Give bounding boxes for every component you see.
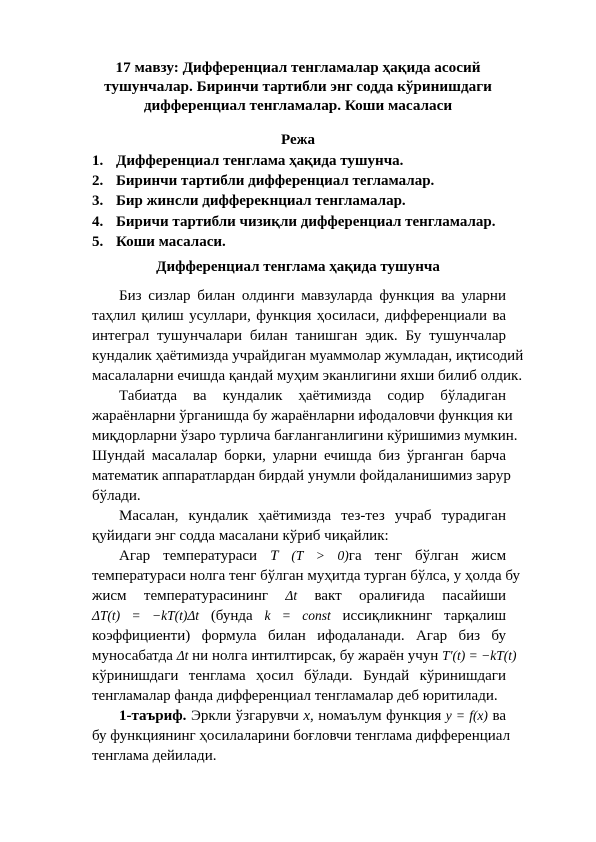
paragraph-line: тенгламалар фанда дифференциал тенгламалар деб юритилади. — [92, 688, 498, 704]
paragraph-line: температураси нолга тенг бўлган муҳитда турган бўлса, у ҳолда бу — [92, 568, 520, 584]
word: жисм — [471, 548, 507, 564]
word: оралиғида — [359, 588, 425, 604]
phrase: , номаълум функция — [310, 708, 442, 724]
paragraph-line: миқдорларни ўзаро турлича бағланганлигини кўришимиз мумкин. — [92, 428, 518, 444]
paragraph-line: кундалик ҳаётимизда учрайдиган муаммолар жумладан, иқтисодий — [92, 348, 524, 364]
paragraph-line: Шундай масалалар борки, уларни ечишда биз ўрганган барча — [92, 448, 506, 464]
word: температурасининг — [143, 588, 269, 604]
plan-heading: Режа — [281, 132, 315, 148]
paragraph-line: Биз сизлар билан олдинги мавзуларда функция ва уларни — [119, 288, 506, 304]
paragraph-line — [92, 606, 506, 626]
word: бўлган — [415, 548, 459, 564]
definition-line — [119, 706, 506, 726]
plan-item — [92, 212, 496, 232]
word: муносабатда — [92, 648, 173, 664]
word: Агар — [119, 548, 151, 564]
word: ва — [492, 708, 507, 724]
definition-label: 1-таъриф. — [119, 708, 187, 724]
math-symbol: x — [303, 708, 310, 724]
math-formula: y = f(x) — [445, 708, 488, 723]
paragraph-line: коэффициенти) формула билан ифодаланади. Агар биз бу — [92, 628, 506, 644]
word: пасайиши — [442, 588, 507, 604]
word: тенг — [374, 548, 403, 564]
title-line: тушунчалар. Биринчи тартибли энг содда кўринишдаги — [104, 78, 492, 95]
math-formula: ΔT(t) = −kT(t)Δt — [92, 608, 200, 623]
math-formula: (T > 0) — [291, 548, 349, 563]
plan-item-number: 4. — [92, 213, 104, 230]
word: (бунда — [210, 608, 253, 624]
paragraph-line: математик аппаратлардан бирдай унумли фойдаланишимиз зарур — [92, 468, 511, 484]
math-formula: Δt — [176, 648, 189, 663]
document-title — [60, 58, 536, 115]
plan-item-text: Коши масаласи. — [116, 233, 226, 250]
title-line: дифференциал тенгламалар. Коши масаласи — [143, 97, 453, 114]
paragraph-line: кўринишдаги тенглама ҳосил бўлади. Бундай кўринишдаги — [92, 668, 506, 684]
word: га — [348, 548, 362, 564]
paragraph-line: таҳлил қилиш усуллари, функция ҳосиласи, дифференциали ва — [92, 308, 506, 324]
math-symbol: T — [270, 548, 279, 564]
math-formula: T′(t) = −kT(t) — [442, 648, 517, 663]
plan-item-text: Дифференциал тенглама ҳақида тушунча. — [116, 153, 404, 169]
section-heading: Дифференциал тенглама ҳақида тушунча — [156, 259, 440, 275]
paragraph-line: Табиатда ва кундалик ҳаётимизда содир бўладиган — [119, 388, 506, 404]
paragraph-line: интеграл тушунчалари билан танишган эдик. Бу тушунчалар — [92, 328, 506, 344]
word: вакт — [314, 588, 342, 604]
title-line: 17 мавзу: Дифференциал тенгламалар ҳақида асосий — [115, 59, 481, 76]
paragraph-line: масалаларни ечишда қандай муҳим эканлигини яхши билиб олдик. — [92, 368, 523, 384]
paragraph-line — [92, 646, 517, 666]
plan-item-text: Биринчи тартибли дифференциал тегламалар. — [116, 173, 435, 190]
plan-item — [92, 171, 496, 191]
plan-item-number: 5. — [92, 233, 104, 250]
word: жисм — [92, 588, 127, 604]
plan-item-number: 3. — [92, 193, 104, 210]
plan-item — [92, 191, 496, 211]
math-formula: k = const — [264, 608, 331, 623]
plan-list — [92, 151, 496, 252]
phrase: ни нолга интилтирсак, бу жараён учун — [192, 648, 439, 664]
plan-item-number: 2. — [92, 173, 104, 190]
definition-line: тенглама дейилади. — [92, 748, 217, 764]
paragraph-line — [119, 546, 506, 566]
plan-item — [92, 232, 496, 252]
paragraph-line: бўлади. — [92, 488, 141, 504]
paragraph-line: жараёнларни ўрганишда бу жараёнларни ифодаловчи функция ки — [92, 408, 513, 424]
paragraph-line — [92, 586, 506, 606]
math-formula: Δt — [285, 588, 298, 603]
paragraph-line: Масалан, кундалик ҳаётимизда тез-тез учраб турадиган — [119, 508, 506, 524]
word: тарқалиш — [443, 608, 507, 624]
plan-item-number: 1. — [92, 153, 104, 169]
word: температураси — [163, 548, 258, 564]
word: иссиқликнинг — [342, 608, 433, 624]
plan-item — [92, 151, 496, 171]
paragraph-line: қуйидаги энг содда масалани кўриб чиқайлик: — [92, 528, 389, 544]
plan-item-text: Биричи тартибли чизиқли дифференциал тенгламалар. — [116, 213, 496, 230]
phrase: Эркли ўзгарувчи — [190, 708, 299, 724]
definition-line: бу функциянинг ҳосилаларини боғловчи тенглама дифференциал — [92, 728, 511, 744]
plan-item-text: Бир жинсли дифферекнциал тенгламалар. — [116, 193, 406, 210]
